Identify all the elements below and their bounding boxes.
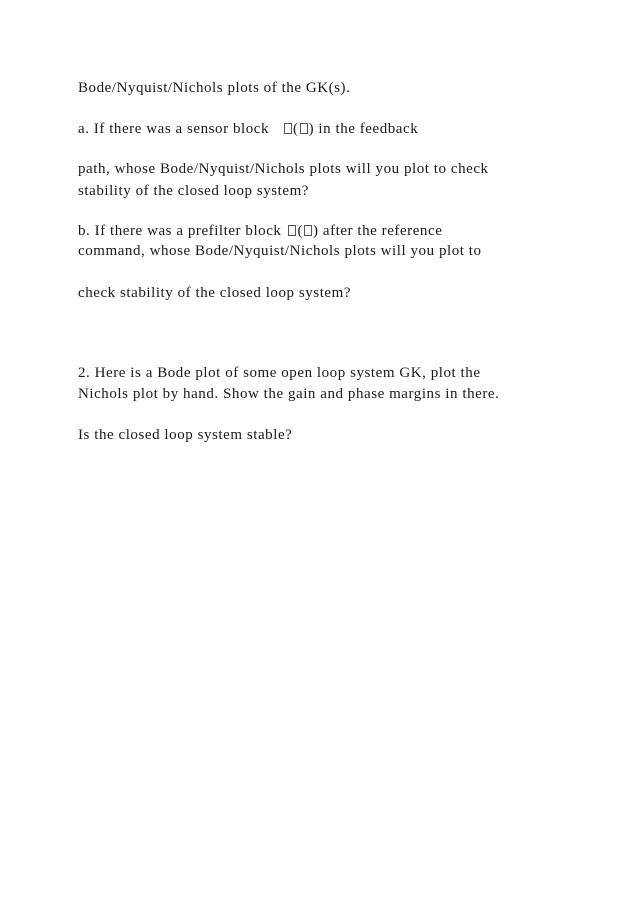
question-b-prefix: b. If there was a prefilter block bbox=[78, 223, 282, 239]
question-a-rest: ) in the feedback bbox=[308, 121, 419, 137]
text-line-gk-plots: Bode/Nyquist/Nichols plots of the GK(s). bbox=[78, 80, 351, 96]
question-2-stable: Is the closed loop system stable? bbox=[78, 427, 293, 443]
question-2-line-1: 2. Here is a Bode plot of some open loop system GK, plot the bbox=[78, 365, 481, 381]
missing-glyph-icon bbox=[304, 225, 312, 236]
text-line-stability-b: check stability of the closed loop system? bbox=[78, 285, 352, 301]
question-b-rest: ) after the reference bbox=[313, 223, 443, 239]
question-b-open-paren: ( bbox=[297, 223, 304, 239]
missing-glyph-icon bbox=[284, 123, 292, 134]
question-b-line bbox=[78, 222, 442, 240]
missing-glyph-icon bbox=[300, 123, 308, 134]
question-a-prefix: a. If there was a sensor block bbox=[78, 121, 270, 137]
question-a-line bbox=[78, 120, 418, 138]
text-line-command: command, whose Bode/Nyquist/Nichols plots will you plot to bbox=[78, 243, 482, 259]
text-line-stability-a: stability of the closed loop system? bbox=[78, 183, 310, 199]
question-a-open-paren: ( bbox=[293, 121, 299, 137]
missing-glyph-icon bbox=[288, 225, 296, 236]
text-line-path: path, whose Bode/Nyquist/Nichols plots will you plot to check bbox=[78, 161, 489, 177]
question-2-line-2: Nichols plot by hand. Show the gain and phase margins in there. bbox=[78, 386, 500, 402]
